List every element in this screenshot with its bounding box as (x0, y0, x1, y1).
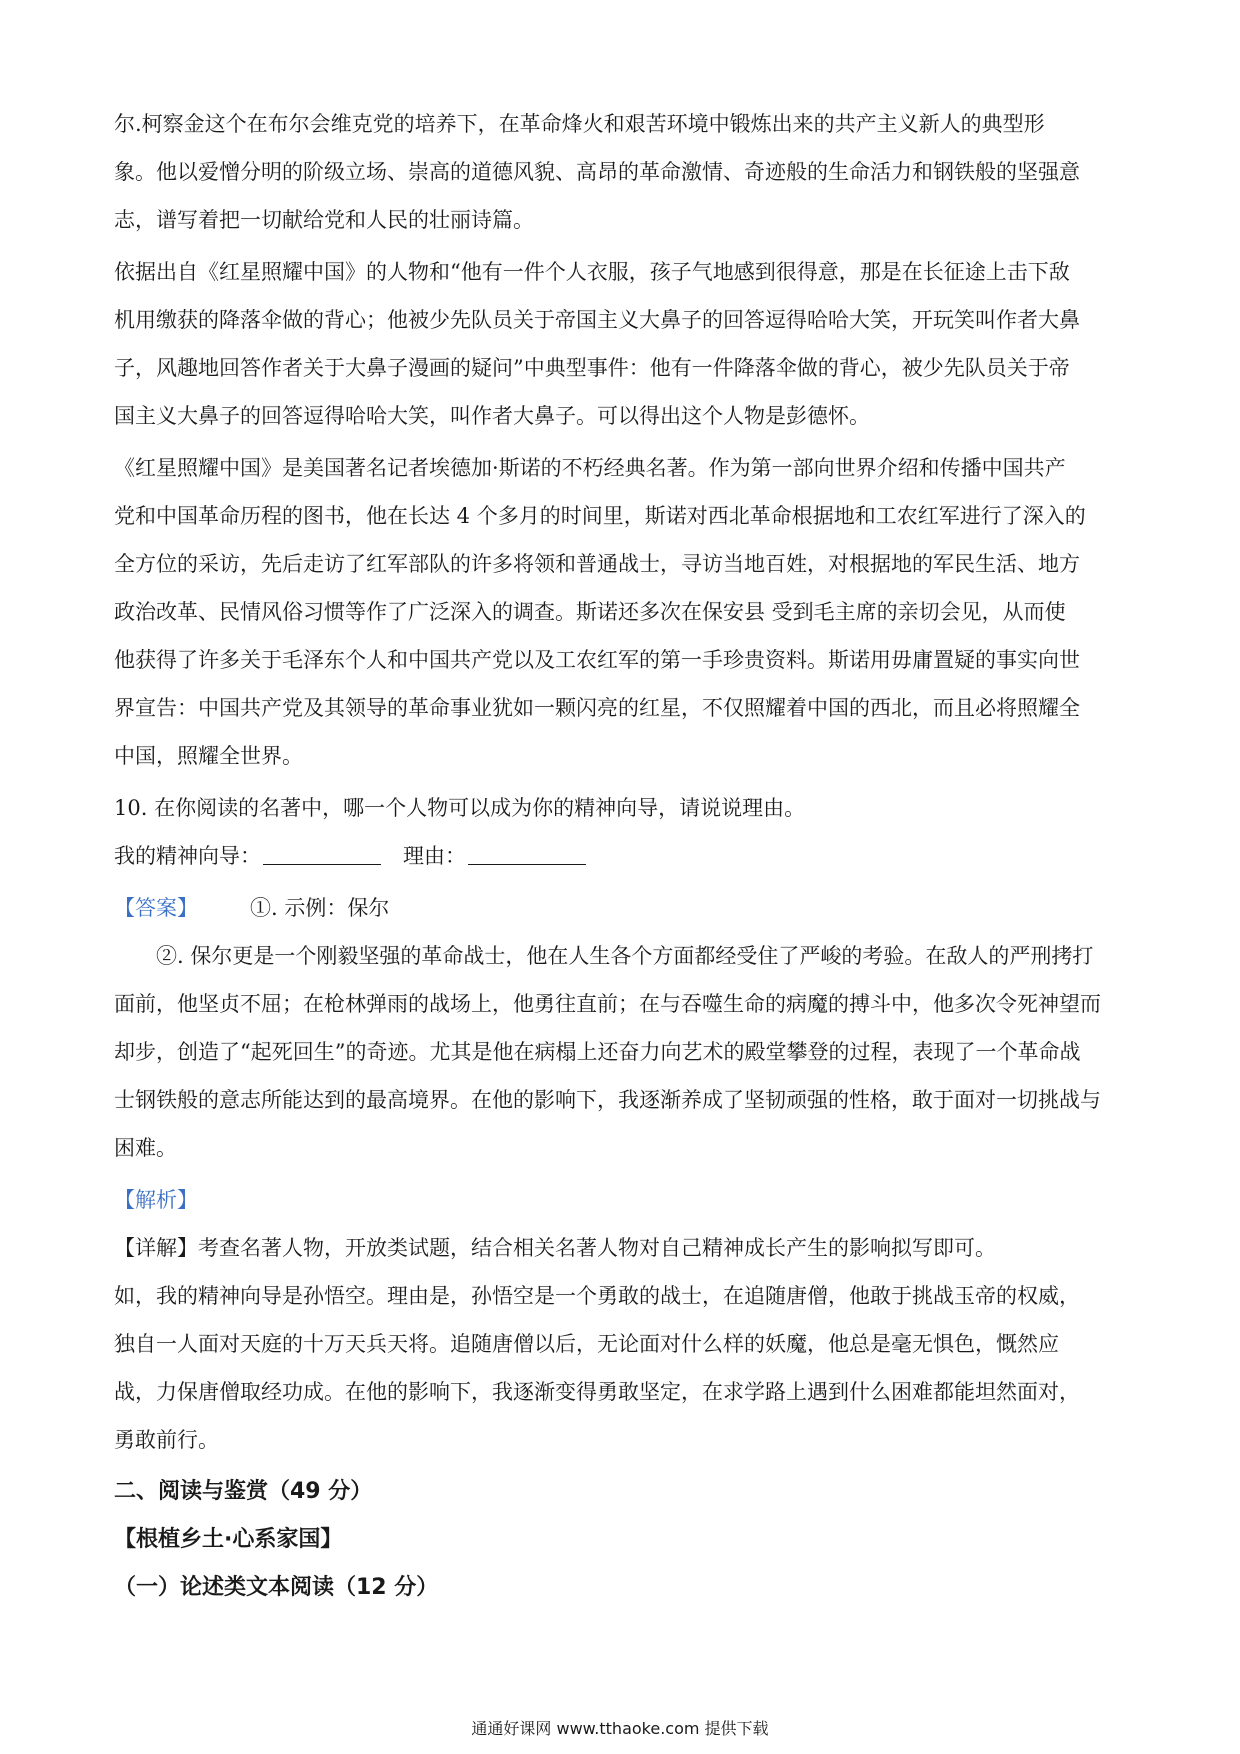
text-line: 《红星照耀中国》是美国著名记者埃德加·斯诺的不朽经典名著。作为第一部向世界介绍和传播中国共产 (114, 456, 1066, 480)
analysis-block (114, 1176, 1138, 1464)
question-10 (114, 784, 1138, 880)
analysis-tag: 【解析】 (114, 1188, 198, 1212)
section-theme: 【根植乡土·心系家国】 (114, 1527, 343, 1552)
text-line: 志，谱写着把一切献给党和人民的壮丽诗篇。 (114, 208, 534, 232)
text-line: 子，风趣地回答作者关于大鼻子漫画的疑问”中典型事件：他有一件降落伞做的背心，被少先队员关于帝 (114, 356, 1070, 380)
text-line: ②. 保尔更是一个刚毅坚强的革命战士，他在人生各个方面都经受住了严峻的考验。在敌人的严刑拷打 (156, 944, 1094, 968)
question-text: 10. 在你阅读的名著中，哪一个人物可以成为你的精神向导，请说说理由。 (114, 796, 806, 820)
guide-label: 我的精神向导： (114, 844, 261, 868)
text-line: 困难。 (114, 1136, 177, 1160)
text-line: 独自一人面对天庭的十万天兵天将。追随唐僧以后，无论面对什么样的妖魔，他总是毫无惧色，慨然应 (114, 1332, 1059, 1356)
paragraph-peng-dehuai (114, 248, 1138, 440)
text-line: 战，力保唐僧取经功成。在他的影响下，我逐渐变得勇敢坚定，在求学路上遇到什么困难都能坦然面对， (114, 1380, 1080, 1404)
text-line: 士钢铁般的意志所能达到的最高境界。在他的影响下，我逐渐养成了坚韧顽强的性格，敢于面对一切挑战与 (114, 1088, 1101, 1112)
page-footer: 通通好课网 www.tthaoke.com 提供下载 (471, 1719, 769, 1738)
answer-blanks-row (114, 832, 1138, 880)
text-line: 勇敢前行。 (114, 1428, 219, 1452)
text-line: 界宣告：中国共产党及其领导的革命事业犹如一颗闪亮的红星，不仅照耀着中国的西北，而且必将照耀全 (114, 696, 1080, 720)
reason-blank (468, 842, 586, 865)
section-subtitle: （一）论述类文本阅读（12 分） (114, 1575, 439, 1600)
text-line: 象。他以爱憎分明的阶级立场、崇高的道德风貌、高昂的革命激情、奇迹般的生命活力和钢铁般的坚强意 (114, 160, 1080, 184)
text-line: 中国，照耀全世界。 (114, 744, 303, 768)
analysis-detail: 【详解】考查名著人物，开放类试题，结合相关名著人物对自己精神成长产生的影响拟写即可。 (114, 1236, 996, 1260)
text-line: 却步，创造了“起死回生”的奇迹。尤其是他在病榻上还奋力向艺术的殿堂攀登的过程，表现了一个革命战 (114, 1040, 1081, 1064)
text-line: 政治改革、民情风俗习惯等作了广泛深入的调查。斯诺还多次在保安县 受到毛主席的亲切会见，从而使 (114, 600, 1066, 624)
section-title: 二、阅读与鉴赏（49 分） (114, 1479, 373, 1504)
reason-label: 理由： (403, 844, 466, 868)
answer-first-row (114, 884, 1138, 932)
document-body (114, 100, 1138, 1612)
text-line: 国主义大鼻子的回答逗得哈哈大笑，叫作者大鼻子。可以得出这个人物是彭德怀。 (114, 404, 870, 428)
text-line: 面前，他坚贞不屈；在枪林弹雨的战场上，他勇往直前；在与吞噬生命的病魔的搏斗中，他多次令死神望而 (114, 992, 1101, 1016)
paragraph-paul-summary (114, 100, 1138, 244)
answer-tag: 【答案】 (114, 896, 198, 920)
text-line: 如，我的精神向导是孙悟空。理由是，孙悟空是一个勇敢的战士，在追随唐僧，他敢于挑战玉帝的权威， (114, 1284, 1080, 1308)
text-line: 尔.柯察金这个在布尔会维克党的培养下，在革命烽火和艰苦环境中锻炼出来的共产主义新人的典型形 (114, 112, 1045, 136)
text-line: 全方位的采访，先后走访了红军部队的许多将领和普通战士，寻访当地百姓，对根据地的军民生活、地方 (114, 552, 1080, 576)
section-heading (114, 1468, 1138, 1612)
text-line: 机用缴获的降落伞做的背心；他被少先队员关于帝国主义大鼻子的回答逗得哈哈大笑，开玩笑叫作者大鼻 (114, 308, 1080, 332)
guide-blank (263, 842, 381, 865)
text-line: 依据出自《红星照耀中国》的人物和“他有一件个人衣服，孩子气地感到很得意，那是在长征途上击下敌 (114, 260, 1070, 284)
text-line: 党和中国革命历程的图书，他在长达 4 个多月的时间里，斯诺对西北革命根据地和工农红军进行了深入的 (114, 504, 1086, 528)
answer-first: ①. 示例：保尔 (250, 896, 390, 920)
paragraph-red-star (114, 444, 1138, 780)
answer-block (114, 884, 1138, 1172)
text-line: 他获得了许多关于毛泽东个人和中国共产党以及工农红军的第一手珍贵资料。斯诺用毋庸置疑的事实向世 (114, 648, 1080, 672)
